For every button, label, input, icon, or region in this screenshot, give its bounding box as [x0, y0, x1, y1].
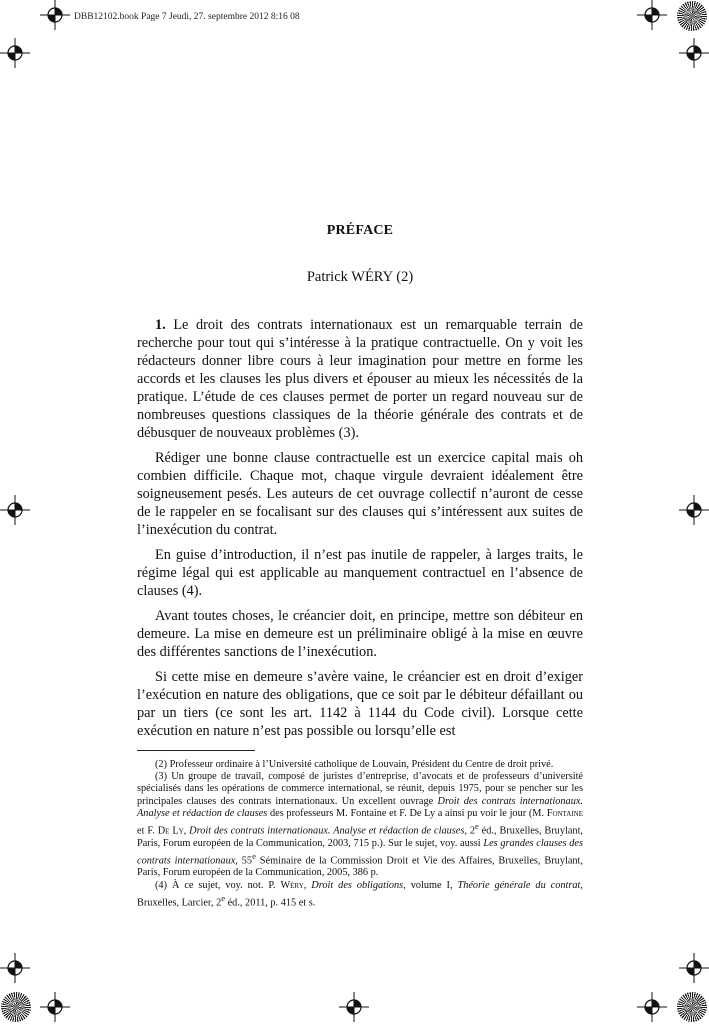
- crop-registration-mark-icon: [637, 992, 667, 1022]
- footnote-4-italic-title: Théorie générale du contrat: [457, 879, 581, 891]
- footnote-4-text: , Bruxelles, Larcier, 2: [137, 879, 583, 909]
- footnote-3-text: , 2: [464, 825, 475, 837]
- footnote-3-author: Fontaine: [546, 807, 583, 819]
- footnote-separator: [137, 750, 255, 751]
- print-slug-header: DBB12102.book Page 7 Jeudi, 27. septembre 2012 8:16 08: [74, 12, 300, 22]
- footnote-3-text: (3) Un groupe de travail, composé de juristes d’entreprise, d’avocats et de professeurs d’université spécialisés dans les opérations de commerce international, se réunit, depuis 1975, pour se pencher sur les principales clauses des contrats internationaux. Un excellent ouvrage: [137, 771, 583, 807]
- crop-registration-mark-icon: [0, 495, 30, 525]
- crop-registration-mark-icon: [0, 38, 30, 68]
- crop-registration-mark-icon: [679, 495, 709, 525]
- crop-registration-mark-icon: [637, 0, 667, 30]
- paragraph-2: Rédiger une bonne clause contractuelle est un exercice capital mais oh combien difficile. Chaque mot, chaque virgule devraient idéalement être soigneusement pesés. Les auteurs de cet ouvrage collectif n’auront de cesse de le rappeler en se focalisant sur des clauses qui s’intéressent aux suites de l’inexécution du contrat.: [137, 450, 583, 538]
- footnote-4-text: éd., 2011, p. 415 et s.: [225, 897, 316, 909]
- crop-registration-mark-icon: [679, 38, 709, 68]
- paragraph-1-text: Le droit des contrats internationaux est un remarquable terrain de recherche pour tout qui s’intéresse à la pratique contractuelle. On y voit les rédacteurs donner libre cours à leur imagination pour mettre en forme les accords et les clauses les plus divers et épouser au mieux les nécessités de la pratique. L’étude de ces clauses permet de porter un regard nouveau sur de nombreuses questions classiques de la théorie générale des contrats et de débusquer de nouveaux problèmes (3).: [137, 317, 584, 441]
- crop-registration-mark-icon: [339, 992, 369, 1022]
- footnotes: [137, 759, 583, 910]
- crop-registration-mark-icon: [40, 992, 70, 1022]
- color-registration-rosette-icon: [677, 1, 707, 31]
- paragraph-number: 1.: [155, 317, 166, 333]
- paragraph-3: En guise d’introduction, il n’est pas inutile de rappeler, à larges traits, le régime légal qui est applicable au manquement contractuel en l’absence de clauses (4).: [137, 547, 583, 599]
- footnote-3-italic-title: Droit des contrats internationaux. Analyse et rédaction de clauses: [189, 825, 465, 837]
- footnote-3-author: De Ly: [157, 825, 184, 837]
- footnote-3-italic-title: Les grandes clauses des contrats internationaux: [137, 837, 583, 867]
- footnote-3-text: , 55: [235, 855, 253, 867]
- color-registration-rosette-icon: [677, 992, 707, 1022]
- footnote-3-text: des professeurs M. Fontaine et F. De Ly a ainsi pu voir le jour (M.: [267, 807, 547, 819]
- body-text: [137, 316, 583, 740]
- page-title: PRÉFACE: [326, 223, 394, 238]
- footnote-3-italic-title: Droit des contrats internationaux. Analyse et rédaction de clauses: [137, 795, 583, 819]
- footnote-4-text: , volume I,: [403, 879, 458, 891]
- footnote-3-superscript: e: [252, 850, 256, 861]
- crop-registration-mark-icon: [679, 953, 709, 983]
- footnote-4-superscript: e: [221, 892, 226, 903]
- paragraph-5: Si cette mise en demeure s’avère vaine, le créancier est en droit d’exiger l’exécution en nature des obligations, que ce soit par le débiteur défaillant ou par un tiers (ce sont les art. 1142 à 1144 du Code civil). Lorsque cette exécution en nature n’est pas possible ou lorsqu’elle est: [137, 669, 583, 739]
- footnote-3-text: et F.: [137, 825, 158, 837]
- footnote-3-text: Séminaire de la Commission Droit et Vie des Affaires, Bruxelles, Bruylant, Paris, Forum européen de la Communication, 2005, 386 p.: [137, 855, 583, 879]
- footnote-4-text: (4) À ce sujet, voy. not. P.: [155, 879, 281, 891]
- footnote-4-italic-title: Droit des obligations: [311, 879, 404, 891]
- footnote-3-text: ,: [183, 825, 190, 837]
- author-line: Patrick WÉRY (2): [306, 269, 414, 285]
- page-content: [137, 200, 583, 910]
- crop-registration-mark-icon: [40, 0, 70, 30]
- paragraph-4: Avant toutes choses, le créancier doit, en principe, mettre son débiteur en demeure. La mise en demeure est un préliminaire obligé à la mise en œuvre des différentes sanctions de l’inexécution.: [137, 608, 583, 660]
- footnote-2: (2) Professeur ordinaire à l’Université catholique de Louvain, Président du Centre de droit privé.: [155, 759, 554, 770]
- footnote-4-text: ,: [303, 879, 312, 891]
- color-registration-rosette-icon: [1, 992, 31, 1022]
- footnote-4-author: Wéry: [280, 879, 304, 891]
- footnote-3-text: éd., Bruxelles, Bruylant, Paris, Forum européen de la Communication, 2003, 715 p.). Sur le sujet, voy. aussi: [137, 825, 583, 849]
- footnote-4: [137, 880, 583, 910]
- paragraph-1: [137, 316, 583, 442]
- footnote-3: [137, 771, 583, 879]
- footnote-3-superscript: e: [474, 821, 479, 832]
- crop-registration-mark-icon: [0, 953, 30, 983]
